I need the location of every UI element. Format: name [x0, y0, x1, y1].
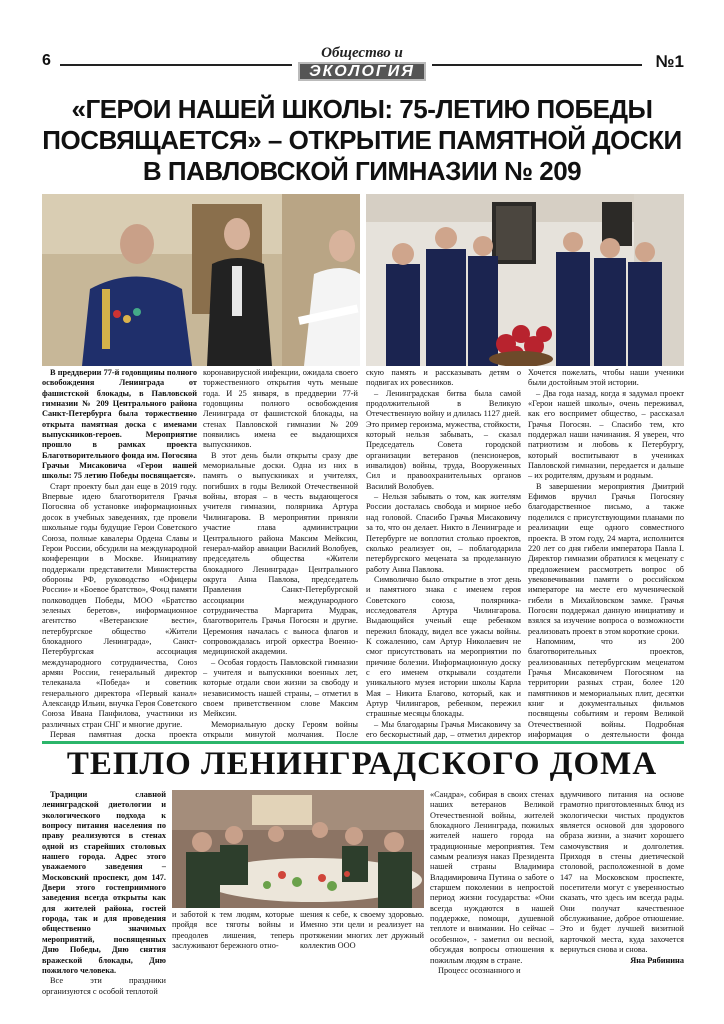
article1-paragraph: скую память и рассказывать детям о подвигах их ровесников.	[366, 368, 521, 388]
article1-paragraph: – Особая гордость Павловской гимназии – учителя и выпускники военных лет, которые отдали свои жизни за свободу и независимость нашей страны, – отметил в своем приветственном слове Максим Мейксин.	[203, 657, 358, 719]
article1-column-1	[42, 368, 197, 742]
article2-paragraph: и заботой к тем людям, которые пройдя все тяготы войны и преодолев лишения, теперь заслуживают бережного отно-	[172, 910, 294, 951]
header-rule-right	[432, 64, 642, 66]
article2-title: ТЕПЛО ЛЕНИНГРАДСКОГО ДОМА	[66, 746, 658, 782]
article1-lead: В преддверии 77-й годовщины полного освобождения Ленинграда от фашистской блокады, в Павловской гимназии № 209 Центрального района Санкт-Петербурга была торжественно открыта памятная доска с именами выпускников-героев. Мероприятие прошло в рамках проекта Благотворительного фонда им. Погосяна Грачьи Мисаковича «Герои нашей школы: 75 летию Победы посвящается».	[42, 368, 197, 481]
masthead-top: Общество и	[321, 45, 403, 61]
issue-number: №1	[655, 52, 684, 71]
article2-author: Яна Рябинина	[630, 955, 684, 965]
photo-veterans-dinner	[172, 790, 424, 908]
article1-paragraph: Мемориальную доску Героям войны открыли минутой молчания. После	[203, 719, 358, 740]
article1-paragraph: Символично было открытие в этот день и памятного знака с именем героя Советского союза, полярника-исследователя Артура Чилингарова. Выдающийся ученый еще ребенком пережил блокаду, видел все ужасы войны. К сожалению, сам Артур Николаевич не смог присутствовать на мероприятии по причине болезни. Информационную доску с его именем открывали создатели уникального музея истории школы Карла Мая – Никита Благово, который, как и Артур Чилингаров, ребенком, пережил страшные месяцы блокады.	[366, 574, 521, 719]
section-separator	[42, 741, 684, 744]
masthead-logo: ЭКОЛОГИЯ	[298, 62, 426, 81]
article2-column-5	[560, 790, 684, 1010]
article2-paragraph: Все эти праздники организуются с особой теплотой	[42, 976, 166, 996]
article1-title: «ГЕРОИ НАШЕЙ ШКОЛЫ: 75-ЛЕТИЮ ПОБЕДЫ ПОСВЯЩАЕТСЯ» – ОТКРЫТИЕ ПАМЯТНОЙ ДОСКИ В ПАВЛОВСКОЙ ГИМНАЗИИ № 209	[42, 94, 682, 186]
article2-lead: Традиции славной ленинградской диетологии и экологического подхода к вопросу питания населения по праву реализуются в стенах одной из старейших столовых нашего города. Адрес этого уважаемого заведения – Московский проспект, дом 147. Двери этого гостеприимного заведения всегда открыты как для жителей района, гостей города, так и для проведения общественно значимых мероприятий, посвященных Дню Победы, Дню снятия вражеской блокады, Дню пожилого человека.	[42, 790, 166, 975]
article1-paragraph: В завершении мероприятия Дмитрий Ефимов вручил Грачья Погосяну благодарственное письмо, а также поделился с присутствующими планами по реализации еще одного совместного проекта. В этом году, 24 марта, исполнится 220 лет со дня гибели императора Павла I. Директор гимназии обратился к меценату с предложением рассмотреть вопрос об увековечивании памяти о российском императоре на месте его мученической гибели в Михайловском замке. Грачья Погосян поддержал данную инициативу и взялся за изучение вопроса о возможности реализовать проект в этом короткие сроки.	[528, 481, 684, 636]
page-number: 6	[42, 52, 51, 69]
article1-paragraph: Первая памятная доска проекта	[50, 730, 197, 740]
article1-paragraph: Напомним, что из 200 благотворительных проектов, реализованных петербургским меценатом Грачья Мисаковичем Погосяном на территории разных стран, более 120 памятников и мемориальных плит, десятки книг и документальных фильмов посвящены событиям и героям Великой Отечественной войны. Подробная информация о деятельности фонда	[528, 636, 684, 740]
article2-paragraph: Процесс осознанного и	[438, 965, 521, 975]
photo-ceremony-speech	[42, 194, 360, 366]
photo-memorial-plaque-group	[366, 194, 684, 366]
article1-paragraph: – Мы благодарны Грачья Мисаковичу за его бескорыстный дар, – отметил директор	[366, 719, 521, 740]
article1-paragraph: – Два года назад, когда я задумал проект «Герои нашей школы», очень переживал, как его воспримет общество, – рассказал Грачья Погосян. – Спасибо тем, кто поддержал наши начинания. Я уверен, что патриотизм и любовь к Петербургу, который воспитывают в учениках Павловской гимназии, передается и дальше – их родителям, друзьям и родным.	[528, 388, 684, 481]
header-rule-left	[60, 64, 292, 66]
article1-paragraph: – Ленинградская битва была самой продолжительной в Великую Отечественную войну и длилась 1127 дней. Это пример героизма, мужества, стойкости, который нельзя забывать, – сказал Председатель Совета городской организации ветеранов (пенсионеров, инвалидов) войны, труда, Вооруженных Сил и правоохранительных органов Василий Волобуев.	[366, 388, 521, 491]
page-header	[0, 0, 724, 84]
article2-column-4	[430, 790, 554, 1010]
article2-paragraph: шения к себе, к своему здоровью. Именно эти цели и реализует на протяжении многих лет дружный коллектив ООО	[300, 910, 424, 951]
article2-column-1	[42, 790, 166, 1010]
article2-paragraph: «Сандра», собирая в своих стенах наших ветеранов Великой Отечественной войны, жителей блокадного Ленинграда, пожилых жителей нашего города на традиционные мероприятия. Тем самым реализуя наказ Президента нашей страны Владимира Владимировича Путина о заботе о старшем поколении в непростой период жизни государства: «Они всегда нуждаются в нашей поддержке, помощи, душевной теплоте и внимании. Но сейчас – особенно», - заметил он весной, обсуждая вопросы отношения к пожилым людям в стране.	[430, 790, 554, 965]
article2-paragraph: вдумчивого питания на основе грамотно приготовленных блюд из экологически чистых продуктов является основой для здорового образа жизни, а значит хорошего самочувствия и долголетия. Приходя в стены диетической столовой, расположенной в доме 147 на Московском проспекте, посетители могут с уверенностью сказать, что здесь им всегда рады. Они получат качественное обслуживание, доброе отношение. Это и будет лучшей визитной карточкой места, куда захочется вернуться снова и снова.	[560, 790, 684, 955]
article1-paragraph: – Нельзя забывать о том, как жителям России досталась свобода и мирное небо над головой. Спасибо Грачья Мисаковичу за то, что он делает. Никто в Ленинграде и Петербурге не воплотил столько проектов, сколько реализует он, – поблагодарила петербургского мецената за проделанную работу Анна Павлова.	[366, 492, 521, 574]
article1-column-3	[366, 368, 521, 742]
article1-paragraph: коронавирусной инфекции, ожидала своего торжественного открытия чуть меньше года. И 25 января, в преддверии 77-й годовщины полного освобождения Ленинграда от фашистской блокады, на стенах Павловской гимназии №209 появились имена ее выдающихся выпускников.	[203, 368, 358, 450]
article1-column-2	[203, 368, 358, 742]
article1-paragraph: В этот день были открыты сразу две мемориальные доски. Одна из них в память о выпускниках и учителях, погибших в годы Великой Отечественной войны, вторая – в честь выдающегося учителя гимназии, полярника Артура Чилингарова. В мероприятии приняли участие глава администрации Центрального района Максим Мейксин, генерал-майор авиации Василий Волобуев, председатель общества «Жители блокадного Ленинграда» Центрального округа Анна Павлова, председатель Правления Санкт-Петербургской ассоциации международного сотрудничества Маргарита Мудрак, благотворитель Грачья Погосян и другие. Церемония началась с выноса флагов и сопровождалась игрой оркестра Военно-медицинской академии.	[203, 450, 358, 657]
article2-column-2	[172, 910, 294, 1010]
article1-column-4	[528, 368, 684, 742]
article2-column-3	[300, 910, 424, 1010]
article1-paragraph: Старт проекту был дан еще в 2019 году. Впервые идею благотворителя Грачья Погосяна об установке информационных досок в учебных заведениях, где провели школьные годы будущие Герои Советского Союза, полные кавалеры Ордена Славы и Герои России, обсудили на международной конференции в Москве. Инициативу поддержали представители Министерства обороны РФ, руководство «Офицеры России» и «Боевое братство», Фонд памяти полководцев Победы, МОО «Братство зеленых беретов», информационное агентство «Ветеранские вести», петербургское общество «Жители блокадного Ленинграда», Санкт-Петербургская ассоциация международного сотрудничества, Союз армян России, генеральный директор телеканала «Победа» и советник генерального директора «Первый канал» Александр Ильин, внучка Героя Советского Союза Ивана Панфилова, участники из различных стран СНГ и многие другие.	[42, 481, 197, 729]
article1-paragraph: Хочется пожелать, чтобы наши ученики были достойным этой истории.	[528, 368, 684, 388]
